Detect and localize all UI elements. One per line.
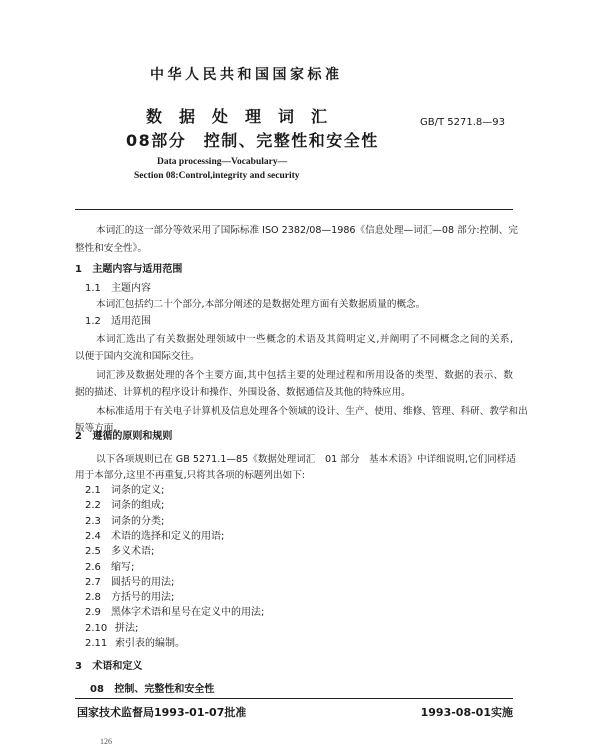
- item-number: 2.7: [85, 576, 101, 588]
- paragraph-line: 以便于国内交流和国际交往。: [75, 351, 200, 362]
- section-number: 3: [75, 661, 82, 672]
- item-number: 2.2: [85, 500, 101, 512]
- document-title: 数据处理词汇: [146, 107, 345, 126]
- approval-date: 国家技术监督局1993-01-07批准: [77, 706, 247, 719]
- paragraph-line: 以下各项规则已在 GB 5271.1—85《数据处理词汇 01 部分 基本术语》中详细说明,它们同样适: [96, 454, 516, 465]
- item-number: 2.4: [85, 530, 101, 542]
- item-text: 多义术语;: [111, 546, 155, 558]
- english-title-line-2: Section 08:Control,integrity and security: [134, 171, 300, 181]
- section-title: 主题内容与适用范围: [92, 264, 183, 275]
- section-number: 2: [75, 431, 82, 442]
- rule-list-item: [85, 623, 138, 635]
- rule-list-item: [85, 500, 164, 512]
- paragraph-line: 用于本部分,这里不再重复,只将其各项的标题列出如下:: [75, 470, 305, 481]
- rule-list-item: [85, 516, 164, 528]
- page-number: 126: [100, 737, 112, 746]
- subsection-number: 1.1: [85, 283, 101, 294]
- subsection-1-2: [85, 316, 151, 328]
- effective-date: 1993-08-01实施: [420, 706, 513, 719]
- rule-list-item: [85, 531, 224, 543]
- document-subtitle: 08部分 控制、完整性和安全性: [126, 131, 379, 150]
- section-title: 遵循的原则和规则: [92, 431, 173, 442]
- section-3-heading: [75, 661, 142, 673]
- paragraph-line: 词汇涉及数据处理的各个主要方面,其中包括主要的处理过程和所用设备的类型、数据的表示、数: [96, 370, 513, 381]
- subsection-title: 主题内容: [111, 283, 151, 294]
- rule-list-item: [85, 638, 185, 650]
- section-number: 08: [90, 684, 104, 695]
- rule-list-item: [85, 577, 174, 589]
- subsection-number: 1.2: [85, 316, 101, 327]
- section-2-heading: [75, 431, 172, 443]
- item-number: 2.8: [85, 592, 101, 604]
- item-text: 索引表的编制。: [115, 638, 185, 649]
- section-3-subheading: [90, 684, 214, 696]
- subsection-1-1: [85, 283, 151, 295]
- item-text: 方括号的用法;: [111, 592, 175, 604]
- paragraph-line: 版等方面。: [75, 423, 123, 434]
- item-text: 词条的定义;: [111, 485, 165, 496]
- footer-rule: [75, 698, 513, 699]
- item-text: 黑体字术语和星号在定义中的用法;: [111, 607, 265, 619]
- item-text: 圆括号的用法;: [111, 576, 175, 588]
- paragraph-line: 本词汇包括约二十个部分,本部分阐述的是数据处理方面有关数据质量的概念。: [96, 299, 426, 310]
- item-number: 2.6: [85, 561, 101, 573]
- item-text: 缩写;: [111, 561, 135, 573]
- item-text: 拼法;: [115, 622, 139, 634]
- national-standard-label: 中华人民共和国国家标准: [150, 67, 343, 83]
- intro-line: 本词汇的这一部分等效采用了国际标准 ISO 2382/08—1986《信息处理—词汇—08 部分:控制、完: [96, 225, 518, 236]
- rule-list-item: [85, 485, 164, 497]
- english-title-line-1: Data processing—Vocabulary—: [157, 157, 288, 167]
- paragraph-line: 本词汇选出了有关数据处理领域中一些概念的术语及其简明定义,并阐明了不同概念之间的关系,: [96, 334, 513, 345]
- section-1-heading: [75, 264, 182, 276]
- standard-code: GB/T 5271.8—93: [420, 117, 505, 128]
- item-number: 2.1: [85, 485, 101, 496]
- rule-list-item: [85, 607, 264, 619]
- intro-line: 整性和安全性》。: [75, 243, 147, 254]
- rule-list-item: [85, 546, 154, 558]
- paragraph-line: 据的描述、计算机的程序设计和操作、外围设备、数据通信及其他的特殊应用。: [75, 387, 411, 398]
- item-text: 术语的选择和定义的用语;: [111, 530, 225, 542]
- header-rule: [75, 209, 513, 210]
- item-number: 2.10: [85, 622, 108, 634]
- subsection-title: 适用范围: [111, 316, 151, 327]
- item-number: 2.9: [85, 607, 101, 619]
- section-title: 控制、完整性和安全性: [114, 684, 215, 695]
- section-number: 1: [75, 264, 82, 275]
- item-text: 词条的组成;: [111, 500, 165, 512]
- section-title: 术语和定义: [92, 661, 143, 672]
- item-number: 2.3: [85, 515, 101, 527]
- item-text: 词条的分类;: [111, 515, 165, 527]
- rule-list-item: [85, 592, 174, 604]
- paragraph-line: 本标准适用于有关电子计算机及信息处理各个领域的设计、生产、使用、维修、管理、科研、教学和出: [96, 406, 528, 417]
- rule-list-item: [85, 562, 134, 574]
- item-number: 2.11: [85, 638, 108, 649]
- item-number: 2.5: [85, 546, 101, 558]
